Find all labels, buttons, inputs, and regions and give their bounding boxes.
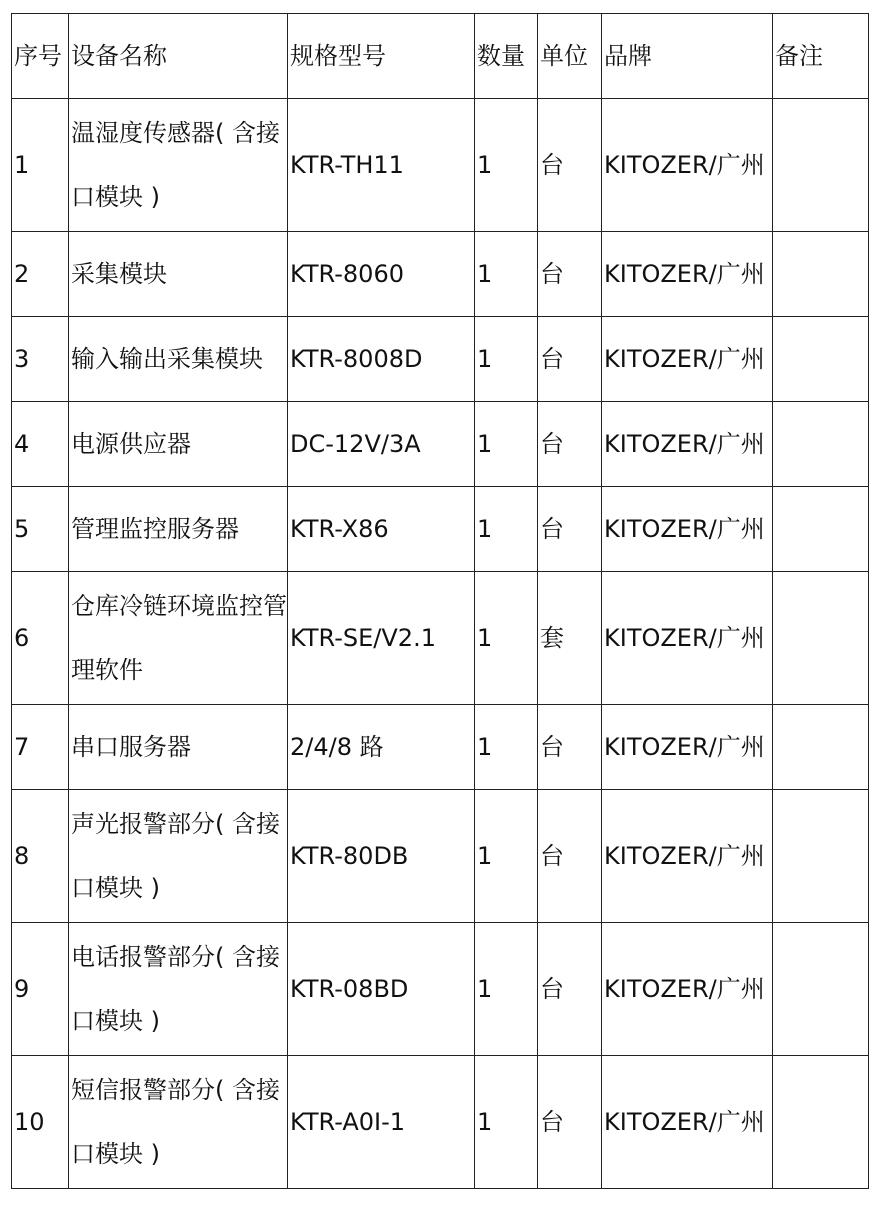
cell-note [773, 232, 869, 317]
table-row [12, 487, 869, 572]
cell-model: 2/4/8 路 [288, 705, 475, 790]
cell-brand: KITOZER/广州 [602, 232, 773, 317]
cell-no: 2 [12, 232, 69, 317]
cell-qty: 1 [475, 232, 538, 317]
cell-qty: 1 [475, 923, 538, 1056]
table-row [12, 1056, 869, 1189]
cell-qty: 1 [475, 99, 538, 232]
cell-note [773, 790, 869, 923]
cell-note [773, 487, 869, 572]
table-header-row [12, 14, 869, 99]
cell-model: DC-12V/3A [288, 402, 475, 487]
cell-model: KTR-08BD [288, 923, 475, 1056]
cell-name: 温湿度传感器( 含接口模块 ) [69, 99, 288, 232]
cell-brand: KITOZER/广州 [602, 705, 773, 790]
cell-no: 6 [12, 572, 69, 705]
equipment-table [11, 13, 869, 1189]
cell-qty: 1 [475, 705, 538, 790]
cell-brand: KITOZER/广州 [602, 923, 773, 1056]
cell-note [773, 1056, 869, 1189]
cell-unit: 台 [538, 317, 602, 402]
cell-name: 电话报警部分( 含接口模块 ) [69, 923, 288, 1056]
cell-brand: KITOZER/广州 [602, 99, 773, 232]
table-row [12, 572, 869, 705]
cell-unit: 台 [538, 790, 602, 923]
cell-model: KTR-8060 [288, 232, 475, 317]
table-row [12, 99, 869, 232]
table-row [12, 317, 869, 402]
cell-no: 8 [12, 790, 69, 923]
cell-model: KTR-8008D [288, 317, 475, 402]
cell-name: 声光报警部分( 含接口模块 ) [69, 790, 288, 923]
cell-no: 9 [12, 923, 69, 1056]
table-row [12, 923, 869, 1056]
header-cell-no: 序号 [12, 14, 69, 99]
header-cell-model: 规格型号 [288, 14, 475, 99]
header-cell-name: 设备名称 [69, 14, 288, 99]
cell-qty: 1 [475, 572, 538, 705]
cell-note [773, 402, 869, 487]
cell-name: 采集模块 [69, 232, 288, 317]
cell-name: 管理监控服务器 [69, 487, 288, 572]
cell-model: KTR-A0I-1 [288, 1056, 475, 1189]
cell-qty: 1 [475, 790, 538, 923]
cell-model: KTR-SE/V2.1 [288, 572, 475, 705]
cell-unit: 台 [538, 705, 602, 790]
cell-unit: 台 [538, 487, 602, 572]
cell-no: 5 [12, 487, 69, 572]
cell-brand: KITOZER/广州 [602, 790, 773, 923]
cell-no: 7 [12, 705, 69, 790]
cell-brand: KITOZER/广州 [602, 1056, 773, 1189]
cell-unit: 台 [538, 923, 602, 1056]
cell-qty: 1 [475, 487, 538, 572]
cell-note [773, 923, 869, 1056]
cell-brand: KITOZER/广州 [602, 572, 773, 705]
cell-unit: 台 [538, 402, 602, 487]
cell-no: 4 [12, 402, 69, 487]
cell-name: 输入输出采集模块 [69, 317, 288, 402]
cell-model: KTR-80DB [288, 790, 475, 923]
cell-note [773, 572, 869, 705]
table-row [12, 705, 869, 790]
cell-unit: 台 [538, 232, 602, 317]
cell-no: 3 [12, 317, 69, 402]
header-cell-qty: 数量 [475, 14, 538, 99]
cell-unit: 套 [538, 572, 602, 705]
cell-no: 10 [12, 1056, 69, 1189]
table-row [12, 402, 869, 487]
header-cell-unit: 单位 [538, 14, 602, 99]
cell-name: 仓库冷链环境监控管理软件 [69, 572, 288, 705]
cell-note [773, 317, 869, 402]
cell-model: KTR-TH11 [288, 99, 475, 232]
cell-note [773, 705, 869, 790]
cell-brand: KITOZER/广州 [602, 402, 773, 487]
cell-no: 1 [12, 99, 69, 232]
cell-name: 串口服务器 [69, 705, 288, 790]
cell-qty: 1 [475, 1056, 538, 1189]
cell-name: 短信报警部分( 含接口模块 ) [69, 1056, 288, 1189]
cell-unit: 台 [538, 1056, 602, 1189]
cell-note [773, 99, 869, 232]
cell-brand: KITOZER/广州 [602, 487, 773, 572]
header-cell-brand: 品牌 [602, 14, 773, 99]
cell-name: 电源供应器 [69, 402, 288, 487]
cell-qty: 1 [475, 317, 538, 402]
header-cell-note: 备注 [773, 14, 869, 99]
cell-qty: 1 [475, 402, 538, 487]
cell-unit: 台 [538, 99, 602, 232]
table-row [12, 232, 869, 317]
cell-brand: KITOZER/广州 [602, 317, 773, 402]
cell-model: KTR-X86 [288, 487, 475, 572]
table-row [12, 790, 869, 923]
